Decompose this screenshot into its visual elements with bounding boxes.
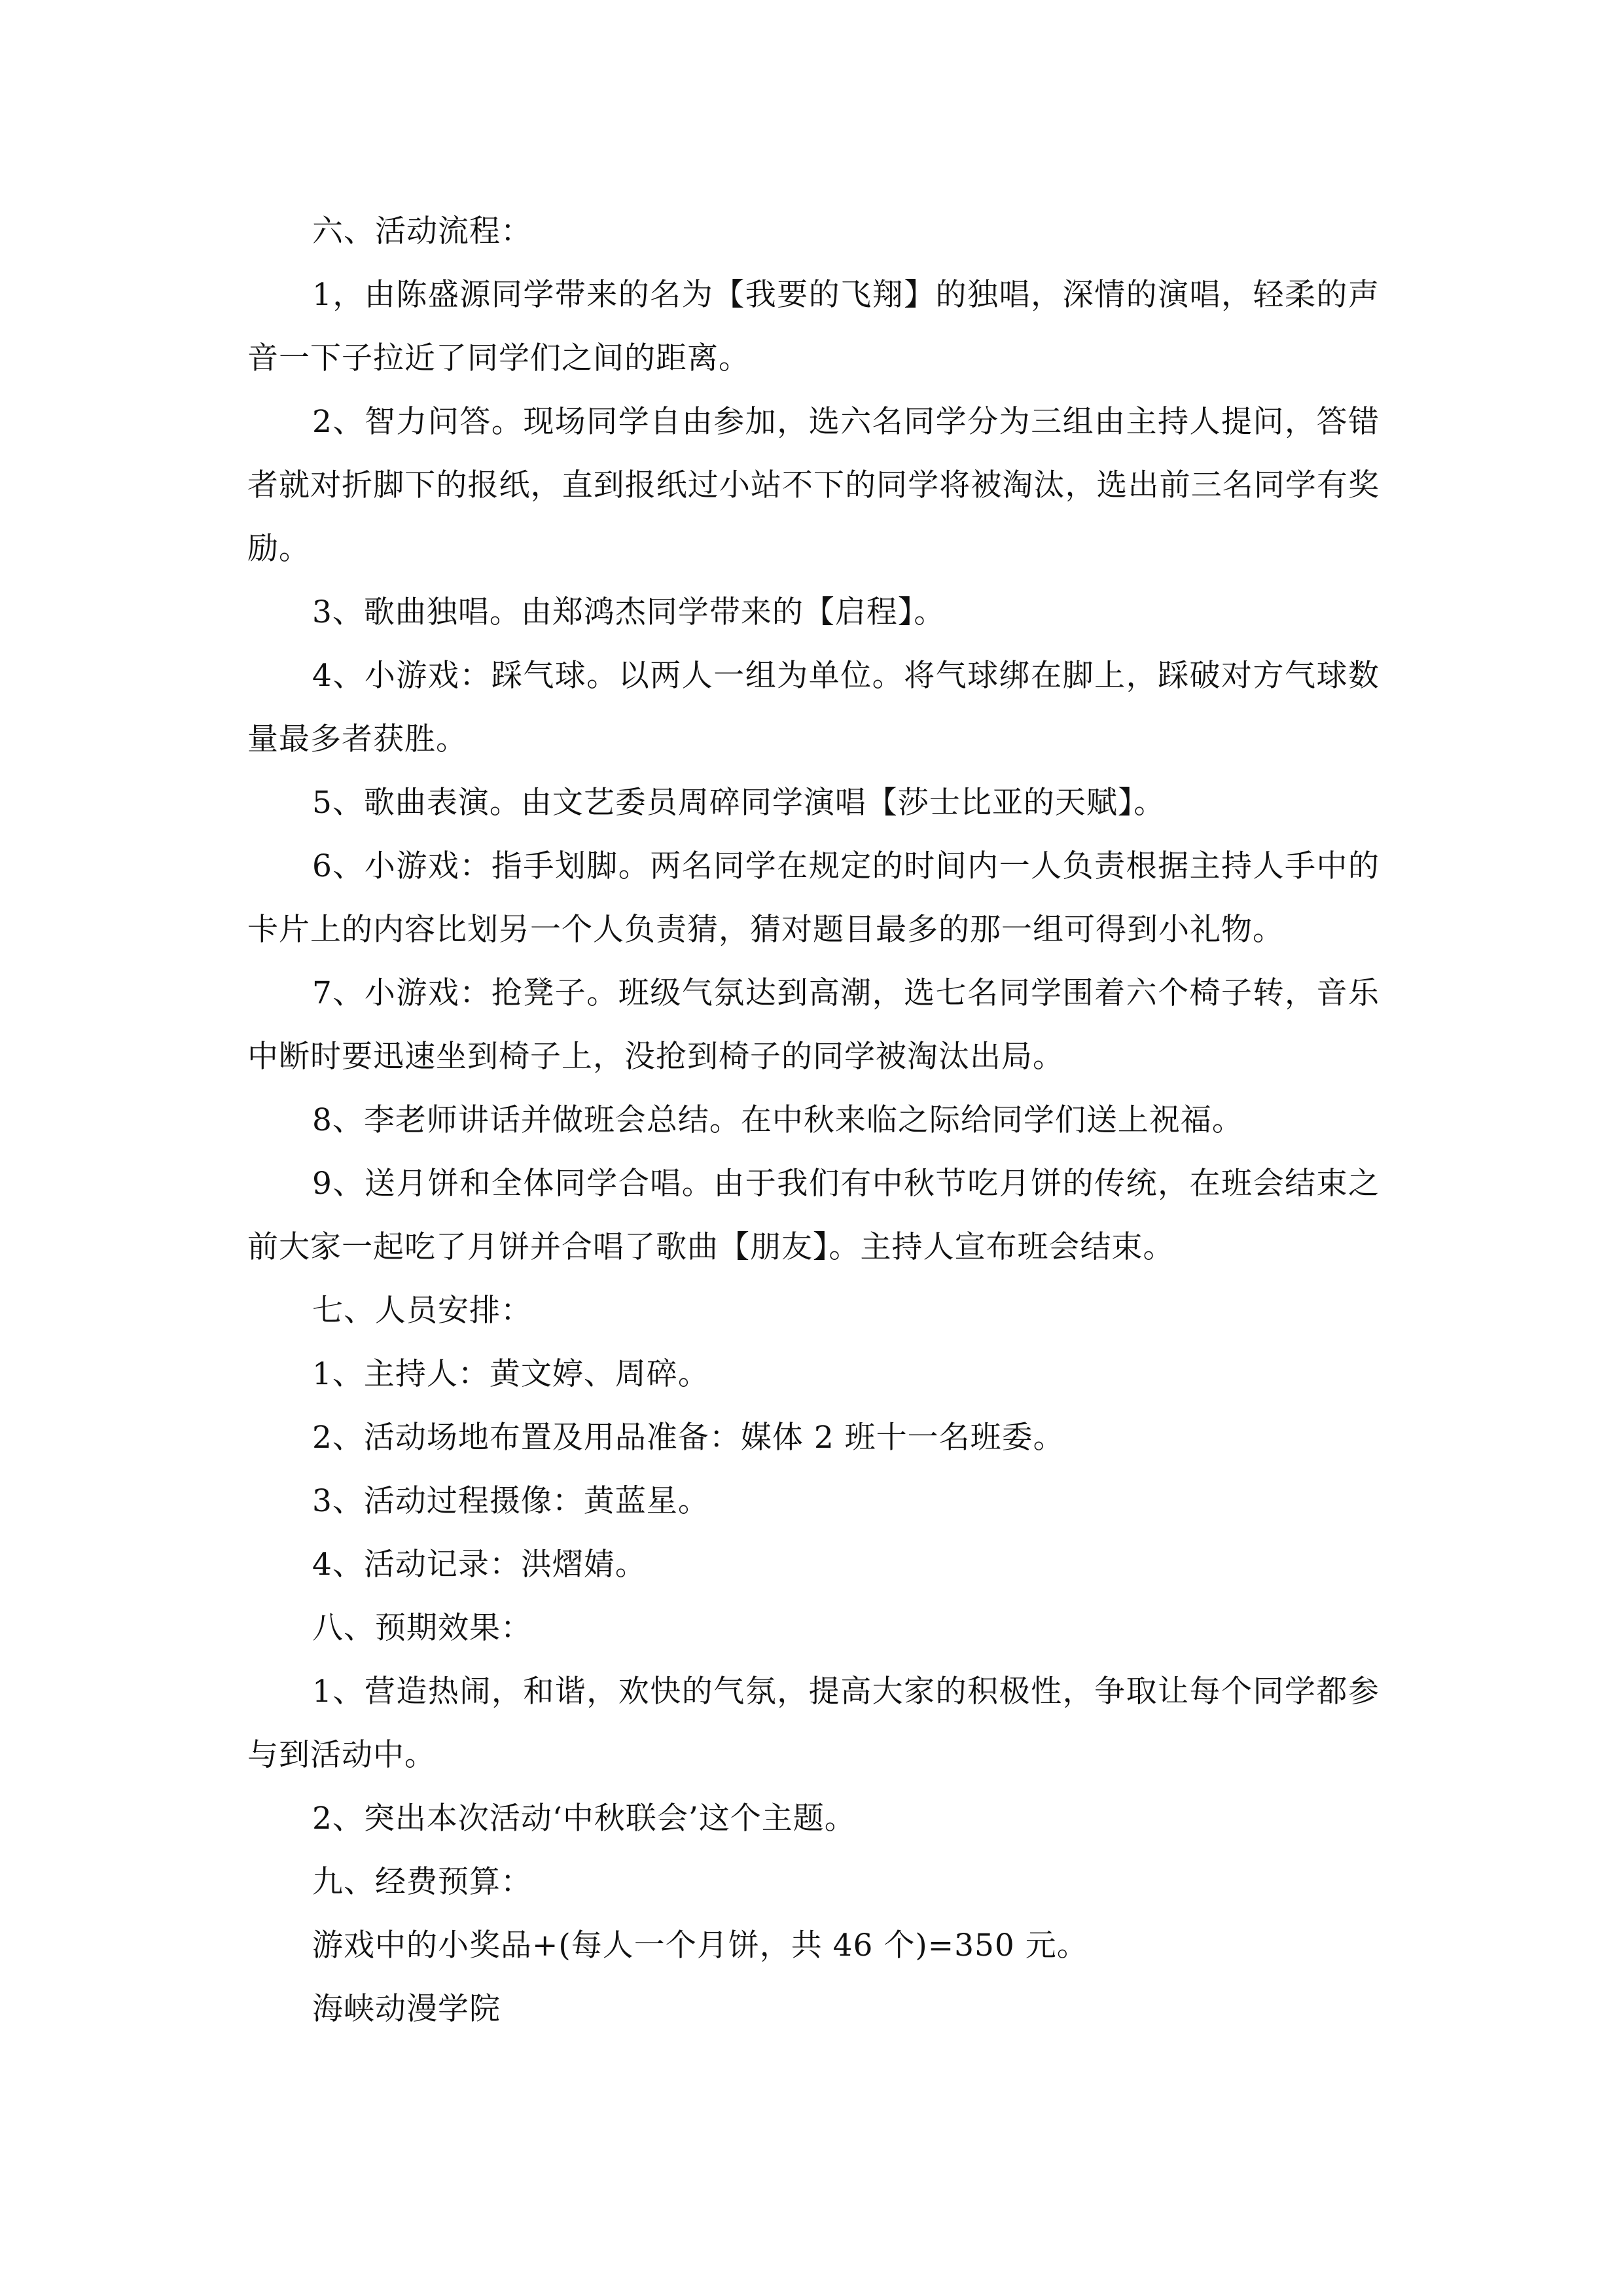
effect-item-1: 1、营造热闹，和谐，欢快的气氛，提高大家的积极性，争取让每个同学都参与到活动中。 (247, 1674, 1380, 1773)
flow-item-6: 6、小游戏：指手划脚。两名同学在规定的时间内一人负责根据主持人手中的卡片上的内容比划另一个人负责猜，猜对题目最多的那一组可得到小礼物。 (247, 848, 1380, 948)
effect-item-2: 2、突出本次活动‘中秋联会’这个主题。 (312, 1801, 856, 1837)
flow-item-7: 7、小游戏：抢凳子。班级气氛达到高潮，选七名同学围着六个椅子转，音乐中断时要迅速坐到椅子上，没抢到椅子的同学被淘汰出局。 (247, 975, 1380, 1075)
staff-item-2: 2、活动场地布置及用品准备：媒体 2 班十一名班委。 (312, 1420, 1065, 1456)
section-heading-activity-flow: 六、活动流程： (312, 213, 532, 249)
flow-item-1: 1，由陈盛源同学带来的名为【我要的飞翔】的独唱，深情的演唱，轻柔的声音一下子拉近了同学们之间的距离。 (247, 277, 1380, 376)
section-heading-staffing: 七、人员安排： (312, 1293, 532, 1329)
staff-item-4: 4、活动记录：洪熠婧。 (312, 1547, 647, 1583)
section-heading-expected-effect: 八、预期效果： (312, 1610, 532, 1646)
flow-item-3: 3、歌曲独唱。由郑鸿杰同学带来的【启程】。 (312, 594, 946, 630)
flow-item-8: 8、李老师讲话并做班会总结。在中秋来临之际给同学们送上祝福。 (312, 1102, 1243, 1138)
flow-item-5: 5、歌曲表演。由文艺委员周碎同学演唱【莎士比亚的天赋】。 (312, 785, 1166, 821)
flow-item-9: 9、送月饼和全体同学合唱。由于我们有中秋节吃月饼的传统，在班会结束之前大家一起吃了月饼并合唱了歌曲【朋友】。主持人宣布班会结束。 (247, 1166, 1380, 1265)
flow-item-2: 2、智力问答。现场同学自由参加，选六名同学分为三组由主持人提问，答错者就对折脚下的报纸，直到报纸过小站不下的同学将被淘汰，选出前三名同学有奖励。 (247, 404, 1380, 567)
staff-item-3: 3、活动过程摄像：黄蓝星。 (312, 1483, 709, 1519)
section-heading-budget: 九、经费预算： (312, 1864, 532, 1900)
budget-item: 游戏中的小奖品+(每人一个月饼，共 46 个)=350 元。 (312, 1928, 1088, 1964)
flow-item-4: 4、小游戏：踩气球。以两人一组为单位。将气球绑在脚上，踩破对方气球数量最多者获胜。 (247, 658, 1380, 757)
staff-item-1: 1、主持人：黄文婷、周碎。 (312, 1356, 709, 1392)
document-body (247, 200, 1380, 2041)
signature-organization: 海峡动漫学院 (312, 1991, 501, 2027)
